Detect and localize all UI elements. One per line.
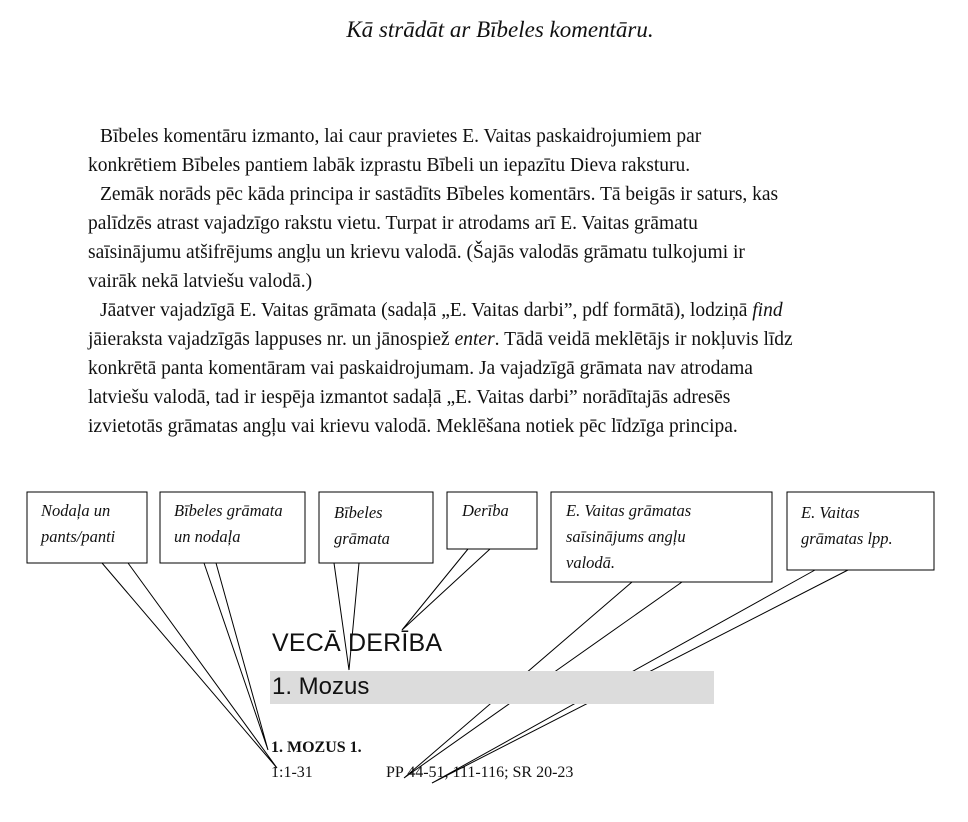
chapter-heading: 1. MOZUS 1. [271,739,362,756]
callout-pointer-bibeles-gramata-nodala [204,563,268,750]
callout-line: E. Vaitas grāmatas [566,501,692,520]
callout-pointer-nodala [102,563,277,768]
text-run: jāieraksta vajadzīgās lappuses nr. un jānospiež [88,329,455,350]
page-title: Kā strādāt ar Bībeles komentāru. [346,17,654,42]
callout-bibeles-gramata-label [334,500,390,552]
book-heading: 1. Mozus [272,673,370,700]
paragraph-line: konkrētiem Bībeles pantiem labāk izprastu Bībeli un iepazītu Dieva raksturu. [88,155,691,176]
paragraph-line: konkrētā panta komentāram vai paskaidrojumam. Ja vajadzīgā grāmata nav atrodama [88,358,753,379]
callout-line: Nodaļa un [41,501,111,520]
verse-reference: 1:1-31 [271,764,313,781]
callout-line: grāmata [334,529,390,548]
enter-keyword: enter [454,329,495,350]
callout-line: grāmatas lpp. [801,529,893,548]
testament-heading: VECĀ DERĪBA [272,629,443,657]
callout-bibeles-gramata-nodala-label [174,498,283,550]
text-run: . Tādā veidā meklētājs ir nokļuvis līdz [494,329,793,350]
callout-line: Bībeles grāmata [174,501,283,520]
paragraph-line: saīsinājumu atšifrējums angļu un krievu valodā. (Šajās valodās grāmatu tulkojumi ir [88,242,745,263]
callout-line: E. Vaitas [801,503,860,522]
paragraph-line: izvietotās grāmatas angļu vai krievu valodā. Meklēšana notiek pēc līdzīga principa. [88,416,738,437]
text-run: Jāatver vajadzīgā E. Vaitas grāmata (sadaļā „E. Vaitas darbi”, pdf formātā), lodziņā [100,300,753,321]
callout-line: valodā. [566,553,616,572]
callout-line: Bībeles [334,503,383,522]
callout-nodala-label [41,498,115,550]
callout-ev-saisinajums-label [566,498,691,576]
callout-deriba-label [462,498,509,524]
paragraph-line: Zemāk norāds pēc kāda principa ir sastādīts Bībeles komentārs. Tā beigās ir saturs, kas [100,184,779,205]
callout-line: Derība [462,501,509,520]
paragraph-line: vairāk nekā latviešu valodā.) [88,271,313,292]
callout-line: pants/panti [41,527,116,546]
paragraph-line: latviešu valodā, tad ir iespēja izmantot sadaļā „E. Vaitas darbi” norādītajās adresēs [88,387,731,408]
callout-ev-lpp-label [801,500,893,552]
find-keyword: find [752,300,783,321]
ellen-white-references: PP 44-51, 111-116; SR 20-23 [386,764,574,781]
paragraph-line: palīdzēs atrast vajadzīgo rakstu vietu. Turpat ir atrodams arī E. Vaitas grāmatu [88,213,698,234]
paragraph-line: Bībeles komentāru izmanto, lai caur pravietes E. Vaitas paskaidrojumiem par [100,126,702,147]
callout-line: un nodaļa [174,527,241,546]
callout-line: saīsinājums angļu [566,527,686,546]
